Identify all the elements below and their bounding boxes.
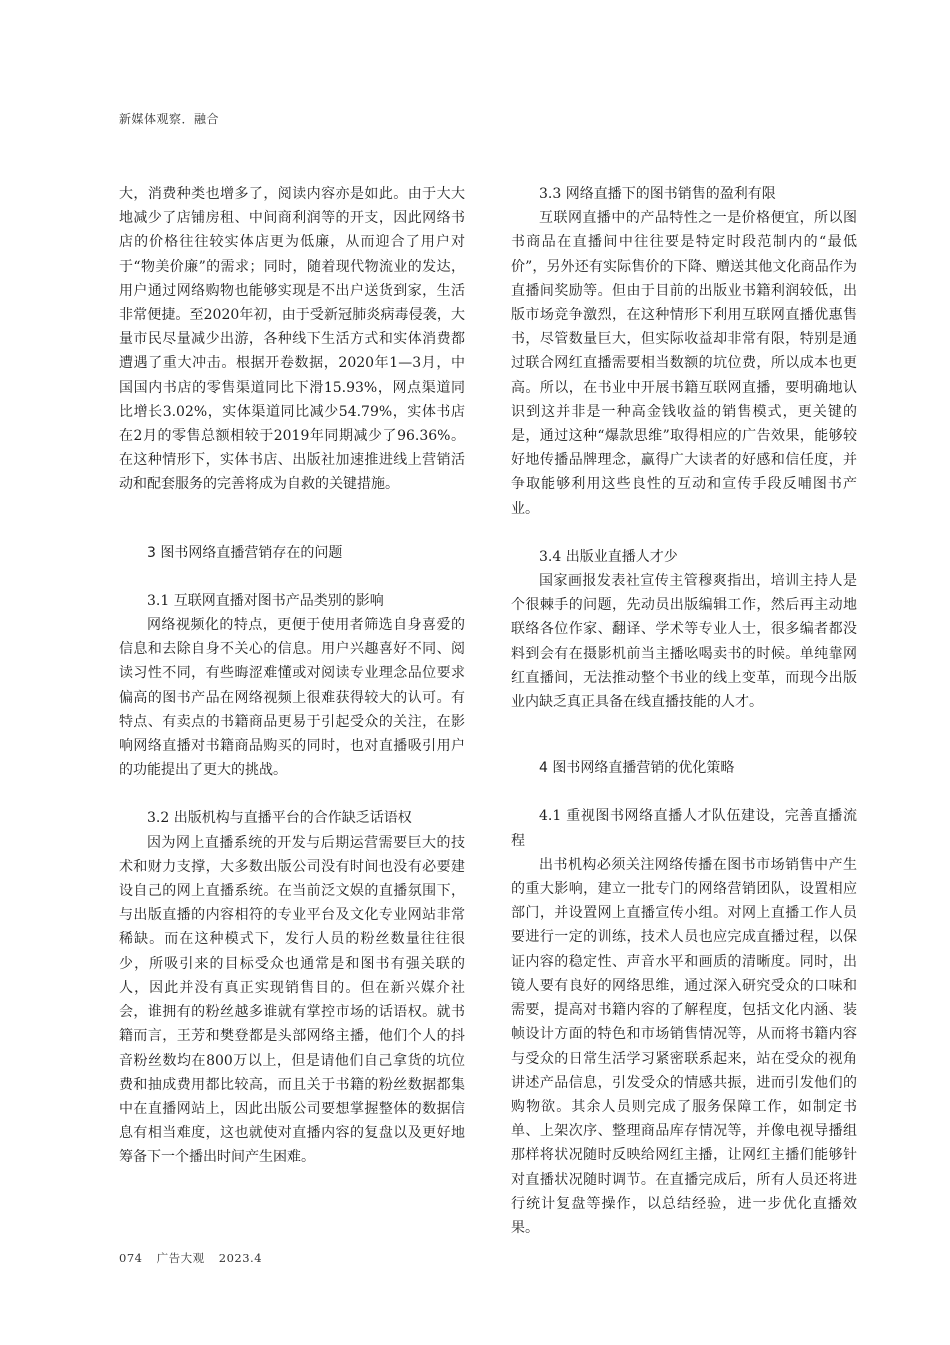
subsection-4-1-heading: 4.1 重视图书网络直播人才队伍建设，完善直播流程 [511,808,857,849]
subsection-3-2-text: 因为网上直播系统的开发与后期运营需要巨大的技术和财力支撑，大多数出版公司没有时间也没有必要建设自己的网上直播系统。在当前泛文娱的直播氛围下，与出版直播的内容相符的专业平台及文化专业网站非常稀缺。而在这种模式下，发行人员的粉丝数量往往很少，所吸引来的目标受众也通常是和图书有强关联的人，因此并没有真正实现销售目的。但在新兴媒介社会，谁拥有的粉丝越多谁就有掌控市场的话语权。就书籍而言，王芳和樊登都是头部网络主播，他们个人的抖音粉丝数均在800万以上，但是请他们自己拿货的坑位费和抽成费用都比较高，而且关于书籍的粉丝数据都集中在直播网站上，因此出版公司要想掌握整体的数据信息有相当难度，这也就使对直播内容的复盘以及更好地筹备下一个播出时间产生困难。 [119,834,465,1166]
left-column [119,182,465,1170]
section-4-heading: 4 图书网络直播营销的优化策略 [539,760,735,777]
running-header: 新媒体观察．融合 [119,112,220,126]
subsection-4-1-text: 出书机构必须关注网络传播在图书市场销售中产生的重大影响，建立一批专门的网络营销团队，设置相应部门，并设置网上直播宣传小组。对网上直播工作人员要进行一定的训练，技术人员也应完成直播过程，以保证内容的稳定性、声音水平和画质的清晰度。同时，出镜人要有良好的网络思维，通过深入研究受众的口味和需要，提高对书籍内容的了解程度，包括文化内涵、装帧设计方面的特色和市场销售情况等，从而将书籍内容与受众的日常生活学习紧密联系起来，站在受众的视角讲述产品信息，引发受众的情感共振，进而引发他们的购物欲。其余人员则完成了服务保障工作，如制定书单、上架次序、整理商品库存情况等，并像电视导播组那样将状况随时反映给网红主播，让网红主播们能够针对直播状况随时调节。在直播完成后，所有人员还将进行统计复盘等操作，以总结经验，进一步优化直播效果。 [511,856,857,1236]
journal-name: 广告大观 [156,1251,205,1265]
intro-paragraph: 大，消费种类也增多了，阅读内容亦是如此。由于大大地减少了店铺房租、中间商利润等的开支，因此网络书店的价格往往较实体店更为低廉，从而迎合了用户对于“物美价廉”的需求；同时，随着现代物流业的发达，用户通过网络购物也能够实现是不出户送货到家，生活非常便捷。至2020年初，由于受新冠肺炎病毒侵袭，大量市民尽量减少出游，各种线下生活方式和实体消费都遭遇了重大冲击。根据开卷数据，2020年1—3月，中国国内书店的零售渠道同比下滑15.93%，网点渠道同比增长3.02%，实体渠道同比减少54.79%，实体书店在2月的零售总额相较于2019年同期减少了96.36%。在这种情形下，实体书店、出版社加速推进线上营销活动和配套服务的完善将成为自救的关键措施。 [119,186,465,493]
subsection-3-1-text: 网络视频化的特点，更便于使用者筛选自身喜爱的信息和去除自身不关心的信息。用户兴趣喜好不同、阅读习性不同，有些晦涩难懂或对阅读专业理念品位要求偏高的图书产品在网络视频上很难获得较大的认可。有特点、有卖点的书籍商品更易于引起受众的关注，在影响网络直播对书籍商品购买的同时，也对直播吸引用户的功能提出了更大的挑战。 [119,617,465,779]
right-column [511,182,857,1240]
subsection-3-4-text: 国家画报发表社宣传主管穆爽指出，培训主持人是个很棘手的问题，先动员出版编辑工作，然后再主动地联络各位作家、翻译、学术等专业人士，很多编者都没料到会有在摄影机前当主播吆喝卖书的时候。单纯靠网红直播间，无法推动整个书业的线上变革，而现今出版业内缺乏真正具备在线直播技能的人才。 [511,573,857,711]
subsection-3-4-heading: 3.4 出版业直播人才少 [539,548,678,565]
subsection-3-3-text: 互联网直播中的产品特性之一是价格便宜，所以图书商品在直播间中往往要是特定时段范制内的“最低价”，另外还有实际售价的下降、赠送其他文化商品作为直播间奖励等。但由于目前的出版业书籍利润较低，出版市场竞争激烈，在这种情形下利用互联网直播优惠售书，尽管数量巨大，但实际收益却非常有限，特别是通过联合网红直播需要相当数额的坑位费，所以成本也更高。所以，在书业中开展书籍互联网直播，要明确地认识到这并非是一种高金钱收益的销售模式，更关键的是，通过这种“爆款思维”取得相应的广告效果，能够较好地传播品牌理念，赢得广大读者的好感和信任度，并争取能够利用这些良性的互动和宣传手段反哺图书产业。 [511,210,857,517]
subsection-3-1-heading: 3.1 互联网直播对图书产品类别的影响 [147,592,384,609]
issue-number: 2023.4 [218,1251,263,1265]
subsection-3-2-heading: 3.2 出版机构与直播平台的合作缺乏话语权 [147,810,412,827]
section-3-heading: 3 图书网络直播营销存在的问题 [147,544,343,561]
page-footer [119,1250,272,1266]
page-number: 074 [119,1251,143,1265]
subsection-3-3-heading: 3.3 网络直播下的图书销售的盈利有限 [539,186,776,202]
